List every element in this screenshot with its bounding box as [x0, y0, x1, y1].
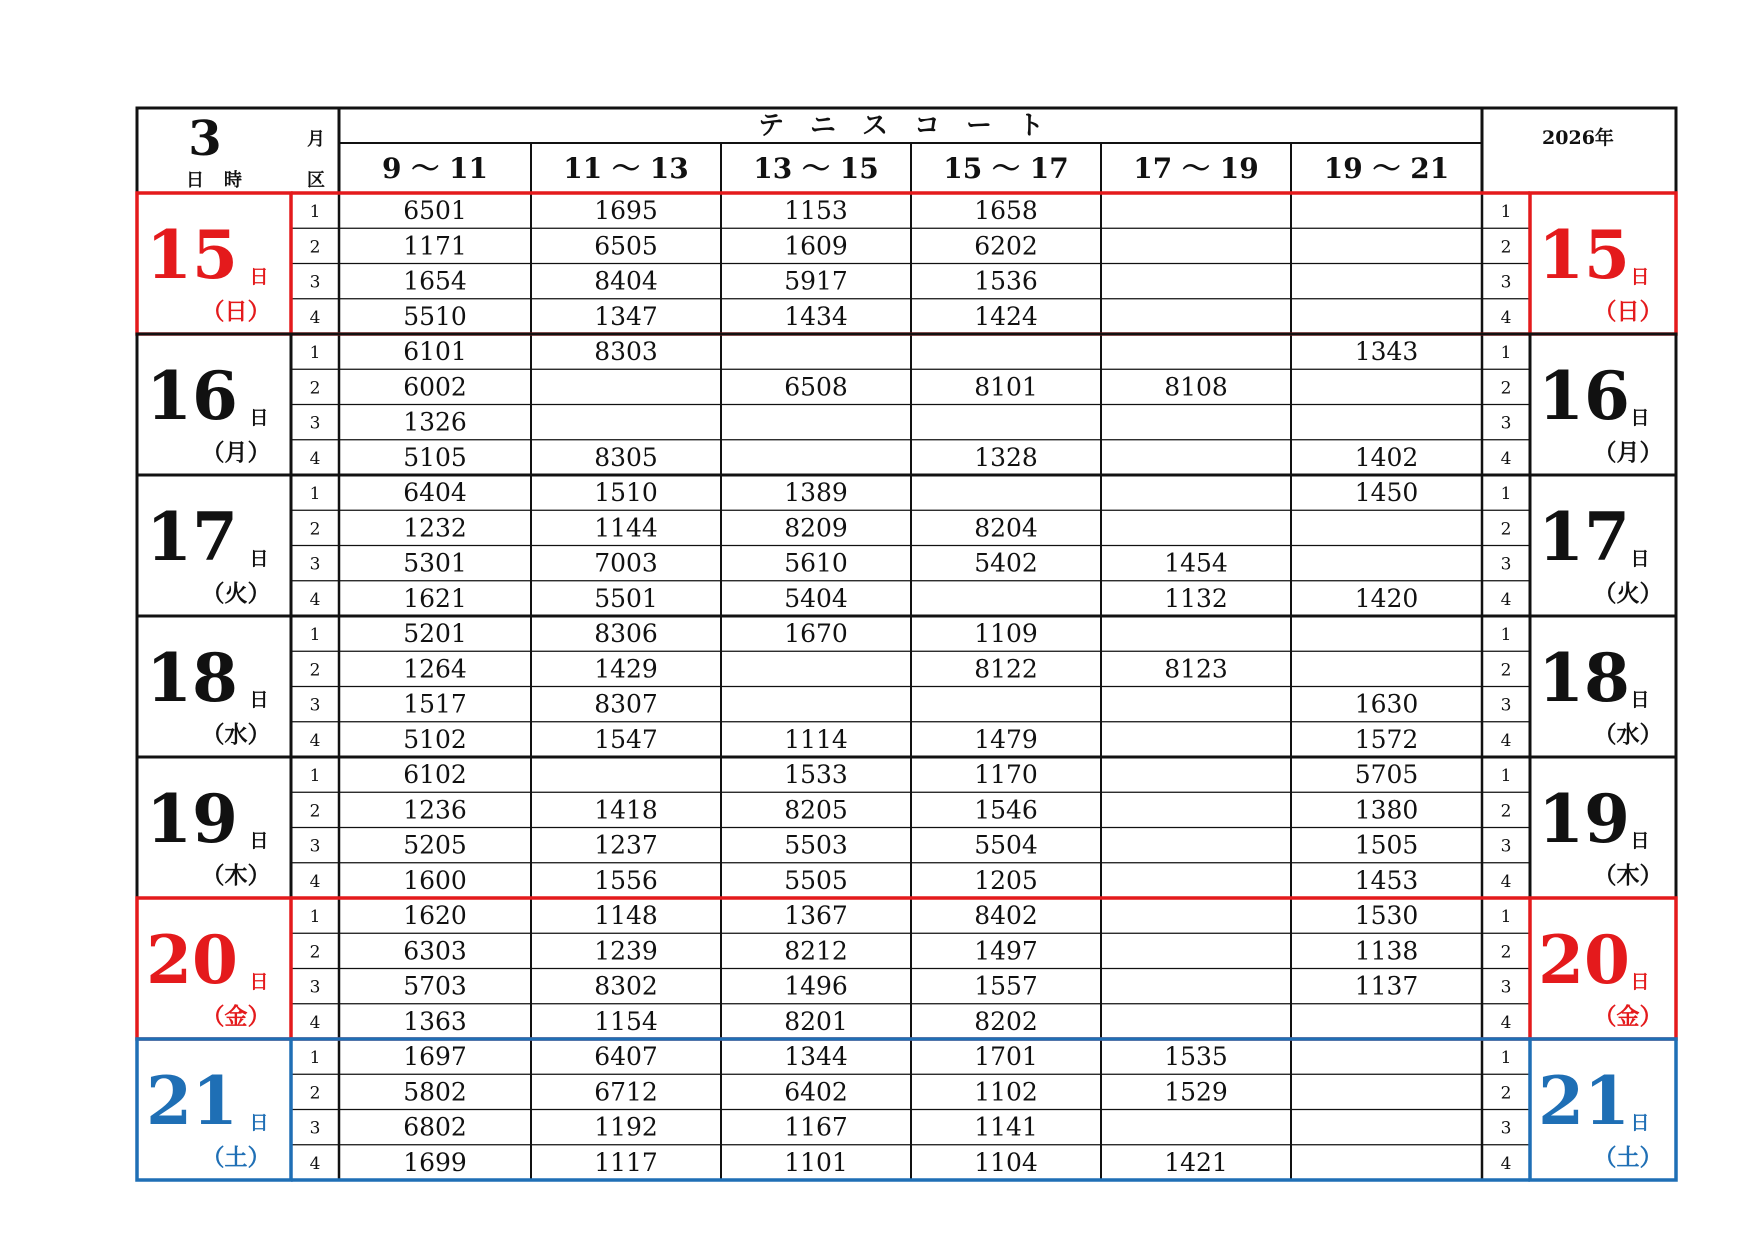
section-number: 4: [1500, 871, 1512, 892]
section-number: 1: [1500, 343, 1512, 363]
section-number: 1: [1500, 1048, 1512, 1068]
table-cell: 5917: [784, 266, 848, 296]
table-cell: 1148: [594, 901, 658, 930]
table-cell: 1153: [784, 196, 848, 225]
section-number: 4: [1500, 589, 1512, 610]
table-cell: 5205: [403, 830, 467, 860]
table-cell: 1239: [594, 936, 658, 966]
date-label: 日: [186, 170, 204, 191]
table-cell: 1600: [403, 865, 467, 895]
day-unit: 日: [1630, 548, 1650, 570]
table-cell: 1154: [594, 1006, 658, 1036]
weekday-label: （土）: [1593, 1144, 1663, 1171]
table-cell: 8303: [594, 337, 658, 366]
day-unit: 日: [1630, 971, 1650, 993]
table-cell: 1620: [403, 901, 467, 930]
table-cell: 6002: [403, 372, 467, 402]
day-unit: 日: [249, 971, 269, 993]
table-cell: 1343: [1354, 337, 1419, 366]
day-number: 20: [146, 921, 238, 999]
table-cell: 5501: [594, 583, 658, 613]
section-number: 1: [309, 907, 321, 927]
section-number: 2: [309, 660, 321, 681]
table-cell: 8101: [974, 372, 1038, 402]
month-unit-label: 月: [307, 129, 325, 150]
section-number: 4: [309, 730, 321, 751]
table-cell: 1170: [974, 760, 1038, 789]
table-cell: 1237: [594, 830, 658, 860]
day-unit: 日: [249, 830, 269, 852]
table-cell: 8123: [1164, 654, 1228, 684]
table-cell: 1533: [784, 760, 848, 789]
table-cell: 1264: [403, 654, 467, 684]
table-cell: 5201: [403, 619, 467, 648]
table-cell: 1367: [784, 901, 848, 930]
section-number: 4: [309, 1012, 321, 1033]
section-number: 4: [309, 871, 321, 892]
section-number: 3: [1500, 695, 1512, 716]
section-number: 2: [309, 942, 321, 963]
table-cell: 1453: [1354, 865, 1419, 895]
day-number: 16: [146, 357, 238, 435]
table-cell: 6505: [594, 231, 658, 261]
weekday-label: （木）: [1593, 862, 1663, 889]
table-cell: 5802: [403, 1077, 467, 1107]
table-cell: 1192: [594, 1112, 658, 1142]
table-cell: 5610: [784, 548, 848, 578]
table-cell: 1654: [403, 266, 467, 296]
section-number: 2: [1500, 519, 1512, 540]
table-cell: 1114: [784, 724, 848, 754]
time-slot-header: 15 ～ 17: [943, 152, 1069, 185]
section-number: 3: [309, 695, 321, 716]
table-cell: 1205: [974, 865, 1038, 895]
table-cell: 1171: [403, 231, 467, 261]
table-cell: 1236: [403, 795, 467, 825]
day-unit: 日: [249, 689, 269, 711]
day-number: 21: [1538, 1062, 1630, 1140]
table-cell: 1102: [974, 1077, 1038, 1107]
table-cell: 1167: [784, 1112, 848, 1142]
section-number: 3: [309, 554, 321, 575]
section-number: 1: [309, 1048, 321, 1068]
table-cell: 1101: [784, 1147, 848, 1177]
table-header: [186, 111, 1614, 191]
section-number: 4: [309, 1153, 321, 1174]
table-cell: 1701: [974, 1042, 1038, 1071]
year-label: 2026年: [1542, 127, 1614, 149]
weekday-label: （水）: [1593, 721, 1663, 748]
day-unit: 日: [1630, 1112, 1650, 1134]
table-cell: 1109: [974, 619, 1038, 648]
table-cell: 6102: [403, 760, 467, 789]
table-cell: 1380: [1354, 795, 1419, 825]
section-number: 4: [1500, 307, 1512, 328]
table-cell: 7003: [594, 548, 658, 578]
weekday-label: （金）: [1593, 1003, 1663, 1030]
section-number: 4: [1500, 730, 1512, 751]
table-cell: 1402: [1354, 442, 1419, 472]
table-cell: 1530: [1354, 901, 1419, 930]
table-cell: 1556: [594, 865, 658, 895]
table-cell: 8307: [594, 689, 658, 719]
table-cell: 8306: [594, 619, 658, 648]
section-number: 3: [309, 977, 321, 998]
day-number: 18: [1538, 639, 1630, 717]
section-number: 1: [309, 202, 321, 222]
table-cell: 5404: [784, 583, 848, 613]
table-cell: 5301: [403, 548, 467, 578]
section-number: 3: [309, 1118, 321, 1139]
day-number: 20: [1538, 921, 1630, 999]
table-cell: 5705: [1354, 760, 1419, 789]
table-cell: 1547: [594, 724, 658, 754]
section-number: 2: [1500, 1083, 1512, 1104]
section-number: 3: [1500, 977, 1512, 998]
section-number: 1: [1500, 625, 1512, 645]
table-cell: 5510: [403, 301, 467, 331]
table-cell: 1144: [594, 513, 658, 543]
section-number: 1: [309, 625, 321, 645]
day-unit: 日: [1630, 689, 1650, 711]
table-cell: 5503: [784, 830, 848, 860]
table-cell: 1529: [1164, 1077, 1228, 1107]
table-cell: 1546: [974, 795, 1038, 825]
day-number: 18: [146, 639, 238, 717]
weekday-label: （月）: [201, 439, 271, 466]
table-cell: 1572: [1354, 724, 1419, 754]
weekday-label: （火）: [1593, 580, 1663, 607]
table-cell: 8205: [784, 795, 848, 825]
section-number: 4: [309, 589, 321, 610]
day-number: 15: [146, 216, 238, 294]
table-cell: 1535: [1164, 1042, 1228, 1071]
table-cell: 1658: [974, 196, 1038, 225]
day-unit: 日: [1630, 830, 1650, 852]
table-cell: 1326: [403, 407, 467, 437]
section-number: 3: [1500, 413, 1512, 434]
table-cell: 6508: [784, 372, 848, 402]
table-cell: 8204: [974, 513, 1038, 543]
table-cell: 6101: [403, 337, 467, 366]
table-cell: 8202: [974, 1006, 1038, 1036]
day-unit: 日: [249, 407, 269, 429]
weekday-label: （月）: [1593, 439, 1663, 466]
table-cell: 1232: [403, 513, 467, 543]
section-number: 2: [309, 801, 321, 822]
table-cell: 6303: [403, 936, 467, 966]
section-number: 4: [1500, 448, 1512, 469]
day-number: 17: [146, 498, 238, 576]
section-number: 2: [1500, 942, 1512, 963]
table-cell: 6712: [594, 1077, 658, 1107]
table-grid: [137, 108, 1676, 1180]
table-cell: 1496: [784, 971, 848, 1001]
table-cell: 1117: [594, 1147, 658, 1177]
weekday-label: （金）: [201, 1003, 271, 1030]
section-number: 2: [1500, 237, 1512, 258]
table-cell: 1609: [784, 231, 848, 261]
table-cell: 6402: [784, 1077, 848, 1107]
table-cell: 1670: [784, 619, 848, 648]
table-cell: 1344: [784, 1042, 848, 1071]
weekday-label: （土）: [201, 1144, 271, 1171]
table-cell: 8209: [784, 513, 848, 543]
section-number: 1: [1500, 907, 1512, 927]
day-unit: 日: [1630, 407, 1650, 429]
table-cell: 8122: [974, 654, 1038, 684]
table-cell: 1536: [974, 266, 1038, 296]
table-cell: 8201: [784, 1006, 848, 1036]
time-slot-header: 13 ～ 15: [753, 152, 879, 185]
table-cell: 1434: [784, 301, 848, 331]
month-number: 3: [188, 111, 222, 167]
table-cell: 1505: [1354, 830, 1419, 860]
section-number: 4: [1500, 1153, 1512, 1174]
table-cell: 1363: [403, 1006, 467, 1036]
day-unit: 日: [249, 1112, 269, 1134]
table-cell: 1510: [594, 478, 658, 507]
day-number: 17: [1538, 498, 1630, 576]
table-cell: 1141: [974, 1112, 1038, 1142]
table-cell: 6202: [974, 231, 1038, 261]
section-number: 1: [309, 343, 321, 363]
weekday-label: （日）: [201, 298, 271, 325]
weekday-label: （水）: [201, 721, 271, 748]
table-cell: 1418: [594, 795, 658, 825]
time-label: 時: [224, 170, 242, 191]
day-number: 15: [1538, 216, 1630, 294]
table-cell: 6501: [403, 196, 467, 225]
table-cell: 1454: [1164, 548, 1228, 578]
day-number: 21: [146, 1062, 238, 1140]
section-label: 区: [307, 170, 325, 191]
section-number: 4: [309, 448, 321, 469]
table-cell: 8212: [784, 936, 848, 966]
table-cell: 1132: [1164, 583, 1228, 613]
section-number: 2: [309, 519, 321, 540]
table-cell: 1630: [1354, 689, 1419, 719]
day-unit: 日: [249, 548, 269, 570]
table-cell: 1347: [594, 301, 658, 331]
court-label: テ ニ ス コ ー ト: [757, 111, 1045, 141]
section-number: 2: [309, 1083, 321, 1104]
time-slot-header: 11 ～ 13: [563, 152, 689, 185]
section-number: 4: [1500, 1012, 1512, 1033]
table-cell: 1420: [1354, 583, 1419, 613]
day-unit: 日: [1630, 266, 1650, 288]
table-cell: 5504: [974, 830, 1038, 860]
table-cell: 5505: [784, 865, 848, 895]
table-cell: 1497: [974, 936, 1038, 966]
day-number: 19: [1538, 780, 1630, 858]
section-number: 2: [1500, 660, 1512, 681]
table-cell: 8108: [1164, 372, 1228, 402]
table-cell: 5402: [974, 548, 1038, 578]
section-number: 2: [309, 378, 321, 399]
table-cell: 6407: [594, 1042, 658, 1071]
section-number: 4: [309, 307, 321, 328]
table-cell: 1697: [403, 1042, 467, 1071]
day-unit: 日: [249, 266, 269, 288]
table-cell: 1328: [974, 442, 1038, 472]
section-number: 3: [1500, 554, 1512, 575]
table-cell: 1517: [403, 689, 467, 719]
section-number: 3: [1500, 1118, 1512, 1139]
weekday-label: （火）: [201, 580, 271, 607]
time-slot-headers: [382, 152, 1449, 185]
table-cell: 1621: [403, 583, 467, 613]
section-number: 3: [1500, 836, 1512, 857]
table-cell: 1104: [974, 1147, 1038, 1177]
table-cell: 1138: [1354, 936, 1419, 966]
table-cell: 1557: [974, 971, 1038, 1001]
table-cell: 1429: [594, 654, 658, 684]
section-number: 2: [1500, 801, 1512, 822]
time-slot-header: 19 ～ 21: [1323, 152, 1450, 185]
table-cell: 1421: [1164, 1147, 1228, 1177]
time-slot-header: 9 ～ 11: [382, 152, 488, 185]
day-number: 19: [146, 780, 238, 858]
section-number: 2: [309, 237, 321, 258]
table-cell: 8402: [974, 901, 1038, 930]
section-number: 3: [309, 836, 321, 857]
table-cell: 1424: [974, 301, 1038, 331]
section-number: 3: [309, 272, 321, 293]
table-cell: 8302: [594, 971, 658, 1001]
section-number: 3: [309, 413, 321, 434]
table-cell: 1695: [594, 196, 658, 225]
section-number: 1: [1500, 484, 1512, 504]
table-cell: 1479: [974, 724, 1038, 754]
table-cell: 5105: [403, 442, 467, 472]
day-number: 16: [1538, 357, 1630, 435]
weekday-label: （木）: [201, 862, 271, 889]
time-slot-header: 17 ～ 19: [1133, 152, 1259, 185]
section-number: 1: [1500, 766, 1512, 786]
weekday-label: （日）: [1593, 298, 1663, 325]
table-cell: 8305: [594, 442, 658, 472]
table-cell: 1137: [1354, 971, 1419, 1001]
section-number: 2: [1500, 378, 1512, 399]
section-number: 1: [309, 766, 321, 786]
table-cell: 5703: [403, 971, 467, 1001]
table-cell: 5102: [403, 724, 467, 754]
table-cell: 1450: [1354, 478, 1419, 507]
section-number: 1: [1500, 202, 1512, 222]
table-cell: 1389: [784, 478, 848, 507]
section-number: 1: [309, 484, 321, 504]
table-cell: 6404: [403, 478, 467, 507]
section-number: 3: [1500, 272, 1512, 293]
table-cell: 6802: [403, 1112, 467, 1142]
table-cell: 1699: [403, 1147, 467, 1177]
table-cell: 8404: [594, 266, 658, 296]
